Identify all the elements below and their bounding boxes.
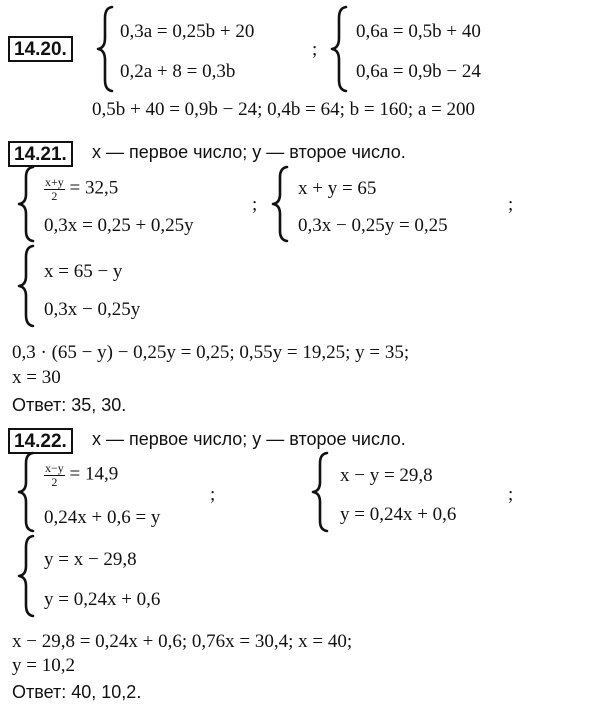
answer-14-21: Ответ: 35, 30. (12, 395, 127, 415)
equation-14-20-2b: 0,6a = 0,9b − 24 (356, 61, 481, 82)
equation-14-20-1b: 0,2a + 8 = 0,3b (120, 61, 236, 82)
numerator: x+y (45, 175, 64, 189)
problem-number-14-21: 14.21. (8, 141, 73, 167)
equation-14-22-1a (44, 462, 118, 488)
problem-number-14-22: 14.22. (8, 428, 73, 454)
separator: ; (312, 39, 318, 60)
equation-14-22-2b: y = 0,24x + 0,6 (340, 504, 457, 525)
equation-14-21-1a (44, 176, 118, 202)
solution-14-20: 0,5b + 40 = 0,9b − 24; 0,4b = 64; b = 160; a = 200 (92, 99, 476, 120)
equation-14-22-3a: y = x − 29,8 (44, 549, 137, 570)
system-brace (272, 166, 290, 242)
equation-14-20-2a: 0,6a = 0,5b + 40 (356, 21, 481, 42)
equation-14-21-2a: x + y = 65 (298, 178, 377, 199)
problem-number-14-20: 14.20. (8, 36, 73, 62)
equation-rest: = 32,5 (69, 177, 119, 199)
separator: ; (508, 194, 514, 215)
system-brace (18, 452, 36, 532)
solution-line-14-22-2: y = 10,2 (12, 655, 75, 676)
system-brace (331, 6, 349, 92)
equation-14-21-2b: 0,3x − 0,25y = 0,25 (298, 215, 448, 236)
solution-line-14-22-1: x − 29,8 = 0,24x + 0,6; 0,76x = 30,4; x = 40; (12, 631, 353, 652)
intro-14-21: x — первое число; y — второе число. (92, 142, 406, 162)
equation-14-22-3b: y = 0,24x + 0,6 (44, 589, 161, 610)
answer-14-22: Ответ: 40, 10,2. (12, 682, 142, 702)
equation-14-20-1a: 0,3a = 0,25b + 20 (120, 21, 255, 42)
system-brace (18, 535, 36, 617)
equation-14-22-1b: 0,24x + 0,6 = y (44, 507, 161, 528)
fraction (44, 176, 65, 202)
equation-rest: = 14,9 (69, 463, 119, 485)
system-brace (18, 245, 36, 327)
separator: ; (508, 484, 514, 505)
system-brace (312, 452, 330, 532)
fraction (44, 462, 65, 488)
equation-14-21-1b: 0,3x = 0,25 + 0,25y (44, 215, 194, 236)
separator: ; (210, 484, 216, 505)
equation-14-22-2a: x − y = 29,8 (340, 465, 433, 486)
numerator: x−y (45, 461, 64, 475)
equation-14-21-3b: 0,3x − 0,25y (44, 299, 141, 320)
system-brace (97, 6, 115, 92)
equation-14-21-3a: x = 65 − y (44, 261, 123, 282)
denominator: 2 (51, 474, 58, 489)
solution-line-14-21-1: 0,3 · (65 − y) − 0,25y = 0,25; 0,55y = 19,25; y = 35; (12, 342, 410, 363)
solution-line-14-21-2: x = 30 (12, 367, 61, 388)
separator: ; (252, 194, 258, 215)
intro-14-22: x — первое число; y — второе число. (92, 429, 406, 449)
denominator: 2 (51, 188, 58, 203)
system-brace (18, 166, 36, 242)
